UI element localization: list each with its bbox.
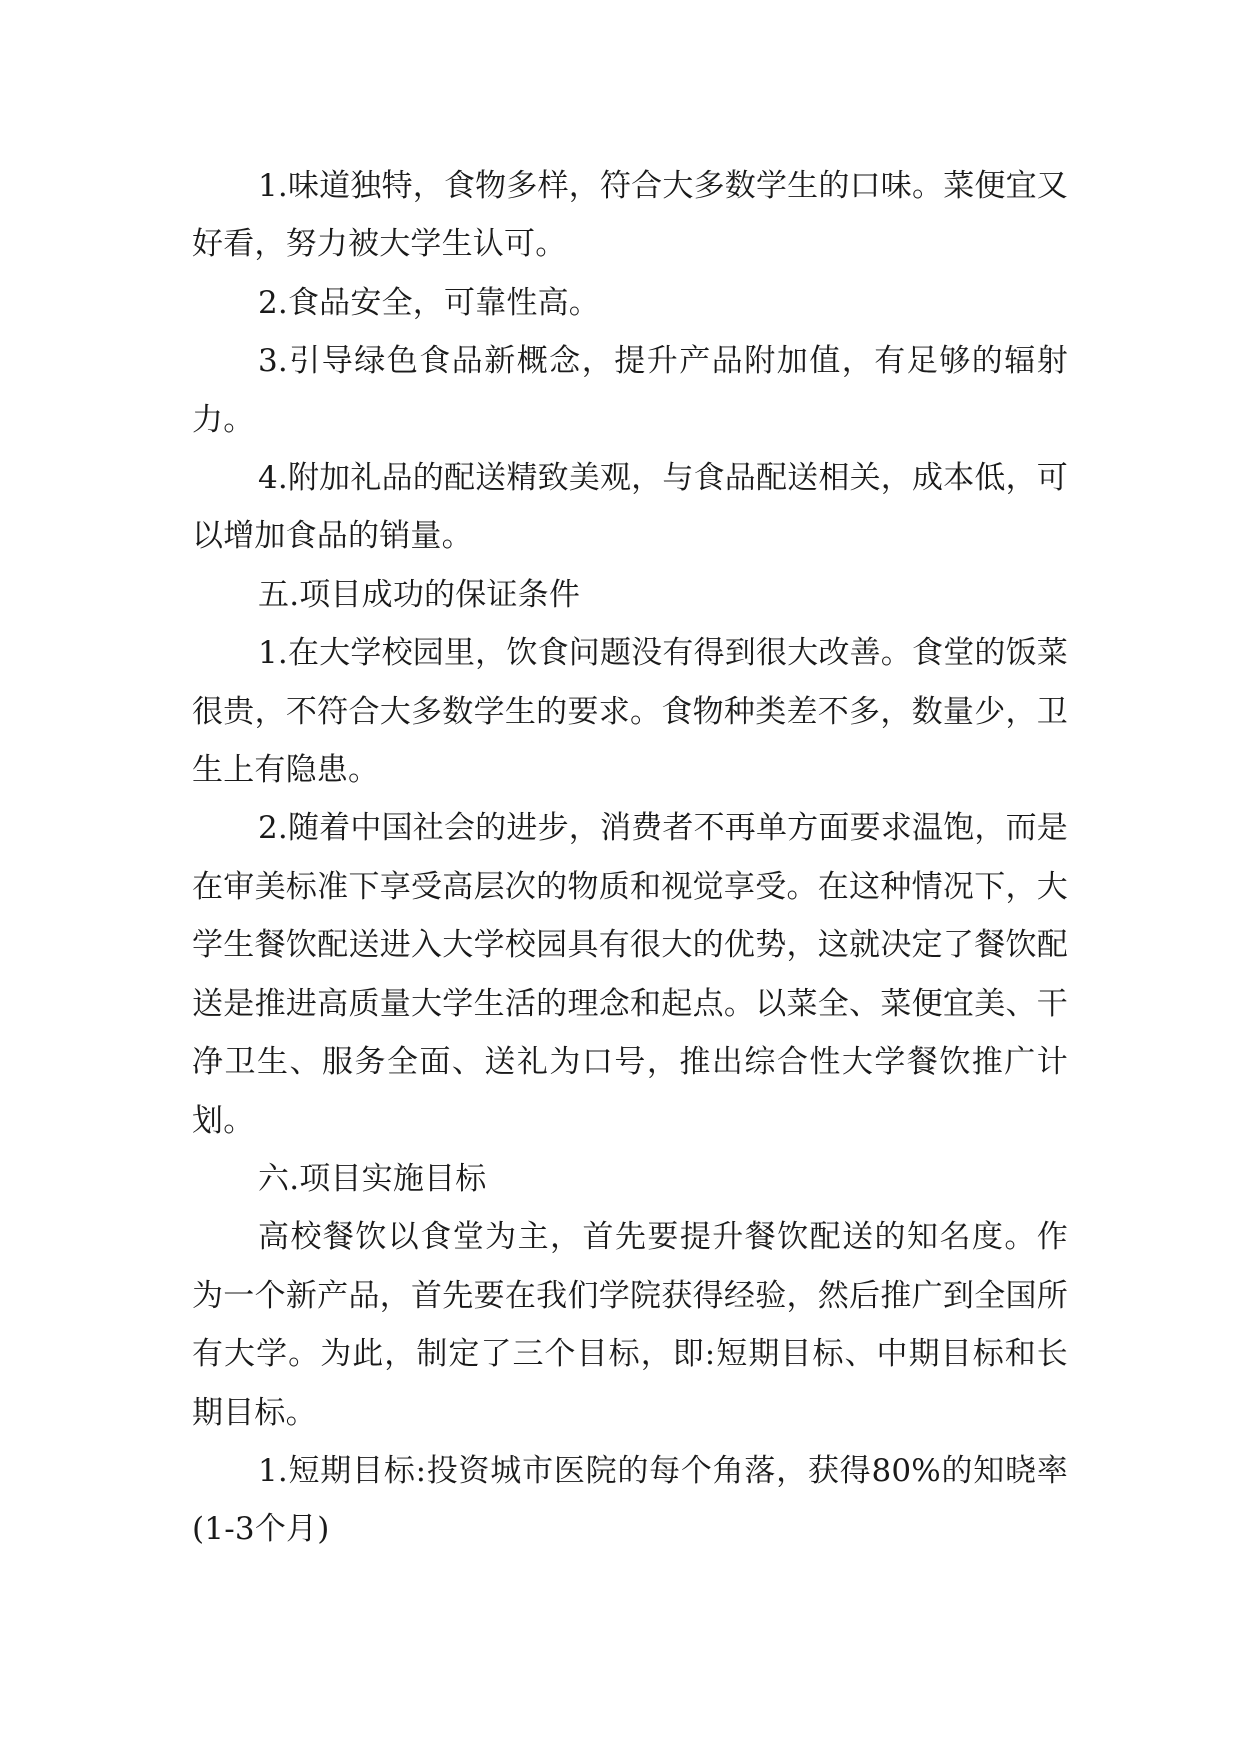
paragraph-taste: 1.味道独特，食物多样，符合大多数学生的口味。菜便宜又好看，努力被大学生认可。 <box>192 168 1068 263</box>
paragraph-goals-intro: 高校餐饮以食堂为主，首先要提升餐饮配送的知名度。作为一个新产品，首先要在我们学院获得经验，然后推广到全国所有大学。为此，制定了三个目标，即:短期目标、中期目标和长期目标。 <box>192 1219 1068 1431</box>
paragraph-green-food: 3.引导绿色食品新概念，提升产品附加值，有足够的辐射力。 <box>192 343 1068 438</box>
paragraph-short-term-goal: 1.短期目标:投资城市医院的每个角落，获得80%的知晓率(1-3个月) <box>192 1452 1068 1548</box>
document-body <box>192 157 1068 1559</box>
paragraph-campus-dining: 1.在大学校园里，饮食问题没有得到很大改善。食堂的饭菜很贵，不符合大多数学生的要求。食物种类差不多，数量少，卫生上有隐患。 <box>192 635 1068 789</box>
paragraph-food-safety: 2.食品安全，可靠性高。 <box>258 284 600 321</box>
section-heading-implementation-goals: 六.项目实施目标 <box>258 1160 487 1197</box>
paragraph-gifts: 4.附加礼品的配送精致美观，与食品配送相关，成本低，可以增加食品的销量。 <box>192 460 1068 555</box>
paragraph-social-progress: 2.随着中国社会的进步，消费者不再单方面要求温饱，而是在审美标准下享受高层次的物质和视觉享受。在这种情况下，大学生餐饮配送进入大学校园具有很大的优势，这就决定了餐饮配送是推进高质量大学生活的理念和起点。以菜全、菜便宜美、干净卫生、服务全面、送礼为口号，推出综合性大学餐饮推广计划。 <box>192 810 1068 1139</box>
section-heading-success-conditions: 五.项目成功的保证条件 <box>258 576 581 613</box>
